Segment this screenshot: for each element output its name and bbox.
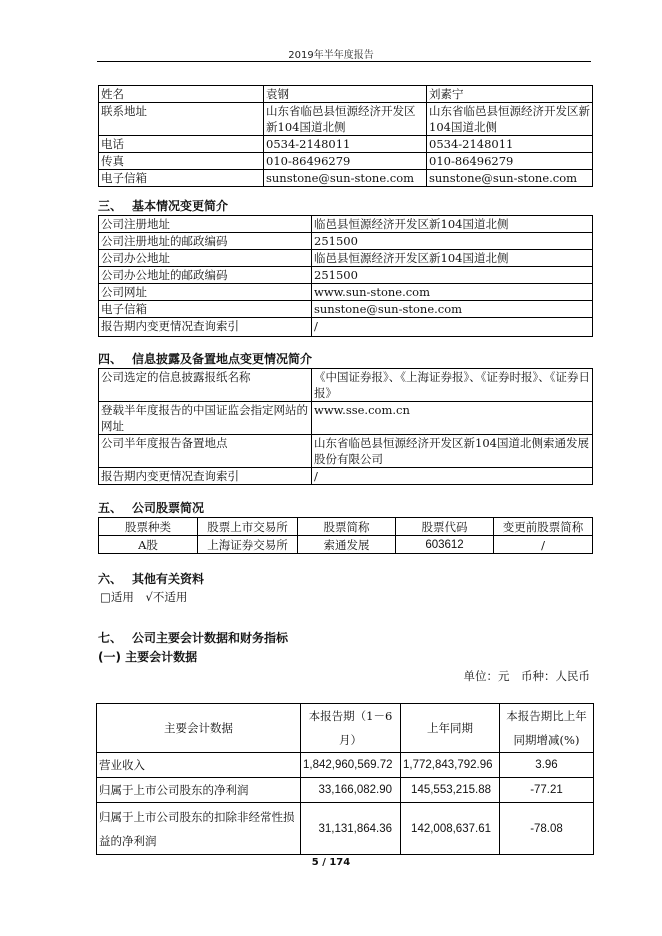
table-cell: 股票种类 <box>99 518 198 536</box>
table-cell: 索通发展 <box>298 536 396 554</box>
table-cell: 山东省临邑县恒源经济开发区新104国道北侧索通发展股份有限公司 <box>312 435 593 468</box>
table-cell: 变更前股票简称 <box>494 518 593 536</box>
table-cell: 山东省临邑县恒源经济开发区新104国道北侧 <box>264 103 427 136</box>
table-row <box>99 86 593 103</box>
section-4-heading <box>98 350 312 367</box>
table-cell: 0534-2148011 <box>427 136 593 153</box>
table-row <box>99 402 593 435</box>
table-cell: 3.96 <box>500 753 594 778</box>
table-cell: 电话 <box>99 136 264 153</box>
table-cell: 31,131,864.36 <box>301 803 401 855</box>
table-cell: 电子信箱 <box>99 301 312 318</box>
applicability-options <box>100 589 187 605</box>
table-cell: sunstone@sun-stone.com <box>312 301 593 318</box>
table-cell: 股票简称 <box>298 518 396 536</box>
section-number: 六、 <box>98 572 123 586</box>
table-cell: sunstone@sun-stone.com <box>427 170 593 187</box>
table-row <box>99 318 593 337</box>
table-row <box>99 301 593 318</box>
table-cell: 251500 <box>312 233 593 250</box>
table-row <box>99 216 593 233</box>
table-row <box>97 803 594 855</box>
table-cell: sunstone@sun-stone.com <box>264 170 427 187</box>
unit-note: 单位：元 币种：人民币 <box>463 669 590 683</box>
table-cell: 145,553,215.88 <box>401 778 500 803</box>
section-5-heading <box>98 499 204 516</box>
table-row <box>99 369 593 402</box>
table-cell: 袁钢 <box>264 86 427 103</box>
table-cell: 股票代码 <box>396 518 494 536</box>
table-row <box>99 468 593 485</box>
table-cell: 公司选定的信息披露报纸名称 <box>99 369 312 402</box>
table-cell: 公司半年度报告备置地点 <box>99 435 312 468</box>
table-row <box>99 250 593 267</box>
running-header: 2019年半年度报告 <box>288 50 374 61</box>
table-cell: 临邑县恒源经济开发区新104国道北侧 <box>312 250 593 267</box>
table-cell: 251500 <box>312 267 593 284</box>
table-cell: 1,772,843,792.96 <box>401 753 500 778</box>
table-cell: 公司网址 <box>99 284 312 301</box>
table-row <box>99 103 593 136</box>
disclosure-table <box>98 368 593 485</box>
section-title: 公司主要会计数据和财务指标 <box>132 631 289 645</box>
table-cell: 公司注册地址的邮政编码 <box>99 233 312 250</box>
table-cell: -77.21 <box>500 778 594 803</box>
table-cell: 公司办公地址的邮政编码 <box>99 267 312 284</box>
table-cell: 公司办公地址 <box>99 250 312 267</box>
table-row <box>97 704 594 753</box>
table-cell: 33,166,082.90 <box>301 778 401 803</box>
table-cell: 010-86496279 <box>427 153 593 170</box>
table-cell: 1,842,960,569.72 <box>301 753 401 778</box>
table-cell: 归属于上市公司股东的净利润 <box>97 778 301 803</box>
table-cell: 公司注册地址 <box>99 216 312 233</box>
table-row <box>97 778 594 803</box>
section-number: 七、 <box>98 631 123 645</box>
section-title: 基本情况变更简介 <box>132 199 229 213</box>
section-title: 公司股票简况 <box>132 501 205 515</box>
section-number: 五、 <box>98 501 123 515</box>
table-row <box>99 518 593 536</box>
section-title: 其他有关资料 <box>132 572 205 586</box>
section-7-heading <box>98 629 288 646</box>
subsection-heading: (一) 主要会计数据 <box>98 650 198 664</box>
table-cell: 传真 <box>99 153 264 170</box>
table-cell: 上海证券交易所 <box>198 536 298 554</box>
section-6-heading <box>98 570 204 587</box>
table-cell: 联系地址 <box>99 103 264 136</box>
option-not-applicable-checkbox[interactable]: √不适用 <box>145 590 188 604</box>
table-cell: 142,008,637.61 <box>401 803 500 855</box>
table-row <box>99 284 593 301</box>
table-cell: 报告期内变更情况查询索引 <box>99 318 312 337</box>
header-divider <box>97 61 591 62</box>
table-cell: 603612 <box>396 536 494 554</box>
table-cell: 股票上市交易所 <box>198 518 298 536</box>
table-cell: 《中国证券报》、《上海证券报》、《证券时报》、《证券日报》 <box>312 369 593 402</box>
table-cell: 上年同期 <box>401 704 500 753</box>
table-row <box>99 435 593 468</box>
table-row <box>99 267 593 284</box>
table-cell: 010-86496279 <box>264 153 427 170</box>
table-cell: 临邑县恒源经济开发区新104国道北侧 <box>312 216 593 233</box>
table-cell: 登载半年度报告的中国证监会指定网站的网址 <box>99 402 312 435</box>
table-row <box>97 753 594 778</box>
section-title: 信息披露及备置地点变更情况简介 <box>132 352 313 366</box>
section-number: 四、 <box>98 352 123 366</box>
table-cell: 0534-2148011 <box>264 136 427 153</box>
table-cell: -78.08 <box>500 803 594 855</box>
table-row <box>99 233 593 250</box>
table-row <box>99 136 593 153</box>
table-cell: 山东省临邑县恒源经济开发区新104国道北侧 <box>427 103 593 136</box>
table-row <box>99 153 593 170</box>
table-cell: / <box>312 318 593 337</box>
table-row <box>99 170 593 187</box>
table-cell: 本报告期（1－6月） <box>301 704 401 753</box>
table-cell: / <box>494 536 593 554</box>
section-number: 三、 <box>98 199 123 213</box>
table-cell: 姓名 <box>99 86 264 103</box>
table-cell: 报告期内变更情况查询索引 <box>99 468 312 485</box>
basic-info-change-table <box>98 215 593 337</box>
stock-table <box>98 517 593 554</box>
table-row <box>99 536 593 554</box>
table-cell: 主要会计数据 <box>97 704 301 753</box>
option-applicable-checkbox[interactable]: □适用 <box>100 590 134 604</box>
table-cell: www.sun-stone.com <box>312 284 593 301</box>
table-cell: www.sse.com.cn <box>312 402 593 435</box>
table-cell: / <box>312 468 593 485</box>
key-accounting-data-table <box>96 703 594 855</box>
table-cell: 营业收入 <box>97 753 301 778</box>
section-3-heading <box>98 197 228 214</box>
table-cell: 归属于上市公司股东的扣除非经常性损益的净利润 <box>97 803 301 855</box>
table-cell: A股 <box>99 536 198 554</box>
table-cell: 本报告期比上年同期增减(%) <box>500 704 594 753</box>
table-cell: 刘素宁 <box>427 86 593 103</box>
page-number: 5 / 174 <box>311 857 351 868</box>
table-cell: 电子信箱 <box>99 170 264 187</box>
contact-table <box>98 85 593 187</box>
